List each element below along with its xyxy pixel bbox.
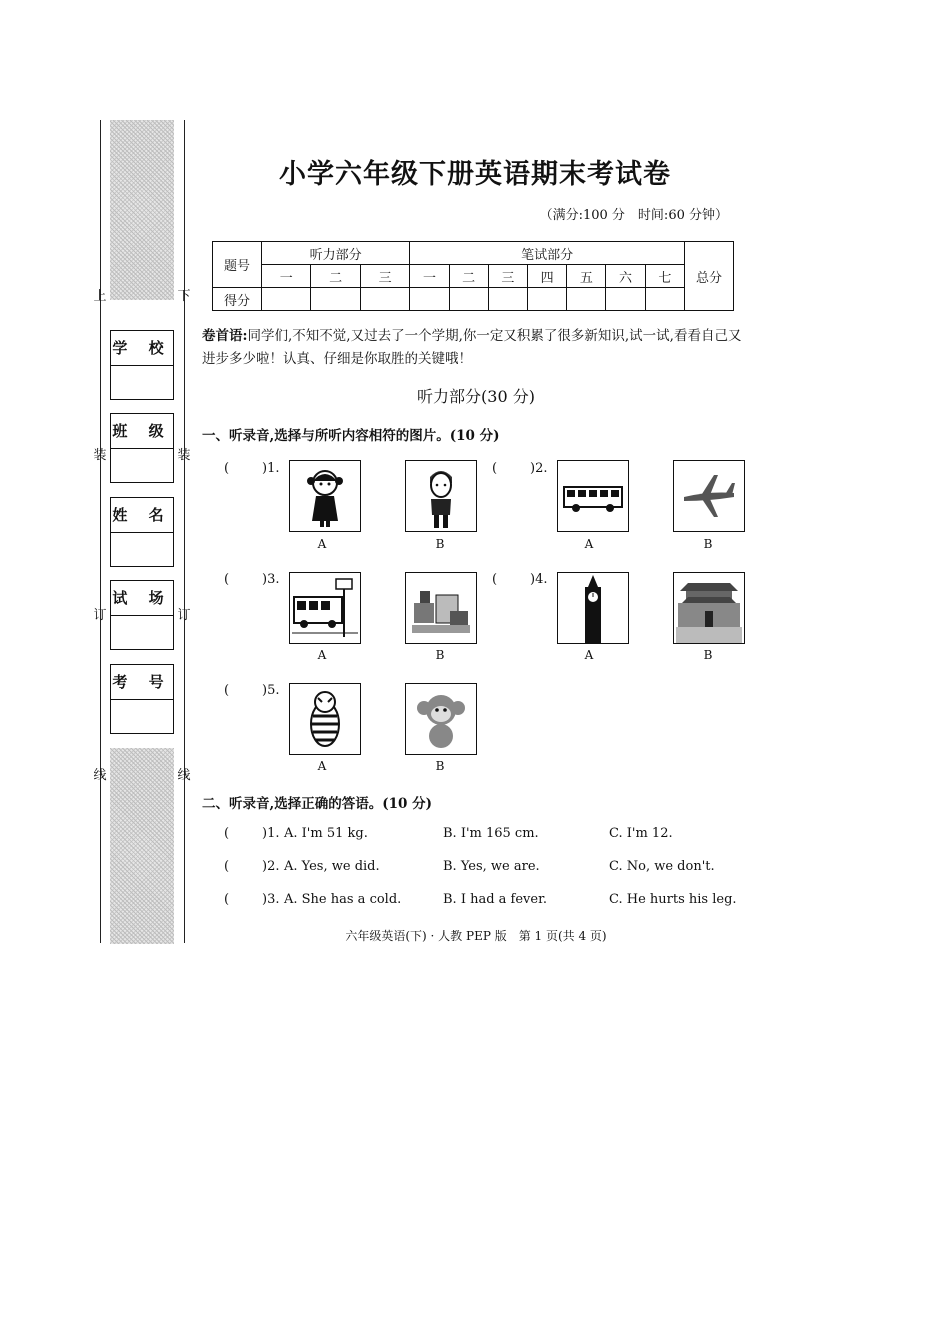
margin-mark: 上 xyxy=(93,289,107,304)
score-cell[interactable] xyxy=(311,288,360,311)
bus-icon[interactable] xyxy=(557,460,629,532)
question-number: )2. xyxy=(262,859,280,874)
margin-mark: 线 xyxy=(93,768,107,783)
option-c: C. No, we don't. xyxy=(609,859,715,874)
answer-blank[interactable]: ( xyxy=(224,683,230,698)
option-a: A. Yes, we did. xyxy=(284,859,380,874)
question-number: )4. xyxy=(530,572,548,587)
question-number: )3. xyxy=(262,572,280,587)
option-label: B xyxy=(435,537,445,551)
total-header: 总分 xyxy=(685,242,734,311)
question-number: )2. xyxy=(530,461,548,476)
col-label: 四 xyxy=(528,265,567,288)
section1-heading: 一、听录音,选择与所听内容相符的图片。(10 分) xyxy=(202,428,500,444)
school-field[interactable] xyxy=(110,330,174,400)
col-label: 六 xyxy=(606,265,645,288)
option-label: B xyxy=(703,537,713,551)
answer-blank[interactable]: ( xyxy=(492,461,498,476)
margin-mark: 订 xyxy=(177,608,191,623)
plane-icon[interactable] xyxy=(673,460,745,532)
toys-icon[interactable] xyxy=(405,572,477,644)
class-field[interactable] xyxy=(110,413,174,483)
option-label: B xyxy=(435,648,445,662)
margin-mark: 线 xyxy=(177,768,191,783)
exam-room-field[interactable] xyxy=(110,580,174,650)
option-b: B. I'm 165 cm. xyxy=(443,826,539,841)
question-number: )1. xyxy=(262,461,280,476)
col-label: 二 xyxy=(449,265,488,288)
tiger-icon[interactable] xyxy=(289,683,361,755)
score-cell[interactable] xyxy=(606,288,645,311)
answer-blank[interactable]: ( xyxy=(224,826,230,841)
col-label: 三 xyxy=(360,265,409,288)
option-label: A xyxy=(584,537,594,551)
answer-blank[interactable]: ( xyxy=(224,572,230,587)
boy-icon[interactable] xyxy=(405,460,477,532)
option-label: B xyxy=(703,648,713,662)
margin-mark: 装 xyxy=(177,448,191,463)
score-cell[interactable] xyxy=(410,288,449,311)
score-cell[interactable] xyxy=(360,288,409,311)
field-label: 班 级 xyxy=(111,414,173,449)
score-header: 题号 xyxy=(213,242,262,288)
score-table xyxy=(212,241,734,311)
col-label: 一 xyxy=(262,265,311,288)
col-label: 七 xyxy=(645,265,684,288)
col-label: 五 xyxy=(567,265,606,288)
score-cell[interactable] xyxy=(528,288,567,311)
question-number: )5. xyxy=(262,683,280,698)
exam-title: 小学六年级下册英语期末考试卷 xyxy=(279,159,671,190)
margin-mark: 下 xyxy=(177,289,191,304)
answer-blank[interactable]: ( xyxy=(224,892,230,907)
field-label: 试 场 xyxy=(111,581,173,616)
option-b: B. I had a fever. xyxy=(443,892,548,907)
name-field[interactable] xyxy=(110,497,174,567)
exam-meta: （满分:100 分 时间:60 分钟） xyxy=(539,208,728,223)
score-cell[interactable] xyxy=(645,288,684,311)
margin-line-right xyxy=(184,120,185,943)
option-label: A xyxy=(317,537,327,551)
score-cell[interactable] xyxy=(262,288,311,311)
writing-group: 笔试部分 xyxy=(410,242,685,265)
question-number: )3. xyxy=(262,892,280,907)
option-label: A xyxy=(317,648,327,662)
option-c: C. I'm 12. xyxy=(609,826,673,841)
listening-title: 听力部分(30 分) xyxy=(417,387,535,406)
option-label: B xyxy=(435,759,445,773)
option-label: A xyxy=(317,759,327,773)
col-label: 三 xyxy=(488,265,527,288)
score-row-label: 得分 xyxy=(213,288,262,311)
option-a: A. I'm 51 kg. xyxy=(284,826,368,841)
col-label: 一 xyxy=(410,265,449,288)
margin-mark: 装 xyxy=(93,448,107,463)
listening-group: 听力部分 xyxy=(262,242,410,265)
option-c: C. He hurts his leg. xyxy=(609,892,737,907)
page-footer: 六年级英语(下) · 人教 PEP 版 第 1 页(共 4 页) xyxy=(345,929,607,943)
margin-hatch-top xyxy=(110,120,174,300)
exam-number-field[interactable] xyxy=(110,664,174,734)
option-label: A xyxy=(584,648,594,662)
intro-paragraph xyxy=(202,325,750,371)
big-ben-icon[interactable] xyxy=(557,572,629,644)
field-label: 姓 名 xyxy=(111,498,173,533)
girl-icon[interactable] xyxy=(289,460,361,532)
bus-stop-icon[interactable] xyxy=(289,572,361,644)
tiananmen-icon[interactable] xyxy=(673,572,745,644)
margin-hatch-bottom xyxy=(110,748,174,944)
option-b: B. Yes, we are. xyxy=(443,859,540,874)
margin-mark: 订 xyxy=(93,608,107,623)
option-a: A. She has a cold. xyxy=(284,892,402,907)
score-cell[interactable] xyxy=(567,288,606,311)
monkey-icon[interactable] xyxy=(405,683,477,755)
field-label: 学 校 xyxy=(111,331,173,366)
col-label: 二 xyxy=(311,265,360,288)
intro-text: 同学们,不知不觉,又过去了一个学期,你一定又积累了很多新知识,试一试,看看自己又进步多少啦！认真、仔细是你取胜的关键哦！ xyxy=(202,328,742,367)
field-label: 考 号 xyxy=(111,665,173,700)
answer-blank[interactable]: ( xyxy=(492,572,498,587)
score-cell[interactable] xyxy=(488,288,527,311)
score-cell[interactable] xyxy=(449,288,488,311)
section2-heading: 二、听录音,选择正确的答语。(10 分) xyxy=(202,796,432,812)
answer-blank[interactable]: ( xyxy=(224,461,230,476)
margin-line-left xyxy=(100,120,101,943)
intro-label: 卷首语: xyxy=(202,328,248,344)
question-number: )1. xyxy=(262,826,280,841)
answer-blank[interactable]: ( xyxy=(224,859,230,874)
